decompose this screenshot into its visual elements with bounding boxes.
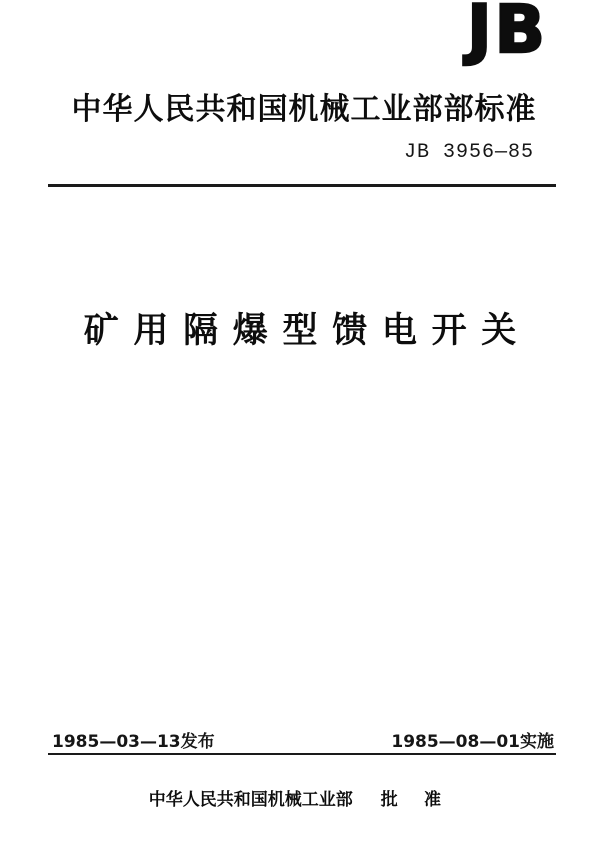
standard-number: JB 3956—85 <box>403 141 534 164</box>
standard-header: 中华人民共和国机械工业部部标准 <box>71 92 537 127</box>
dates-row <box>52 727 554 752</box>
implement-date: 1985—08—01实施 <box>391 732 554 752</box>
document-title: 矿用隔爆型馈电开关 <box>83 311 531 351</box>
header-rule <box>48 184 556 187</box>
issue-date: 1985—03—13发布 <box>52 732 215 752</box>
footer-rule <box>48 753 556 755</box>
approval-org: 中华人民共和国机械工业部 <box>148 790 353 810</box>
approval-line <box>0 785 600 810</box>
jb-logo: JB <box>467 0 548 68</box>
approval-label: 批 准 <box>380 790 452 810</box>
